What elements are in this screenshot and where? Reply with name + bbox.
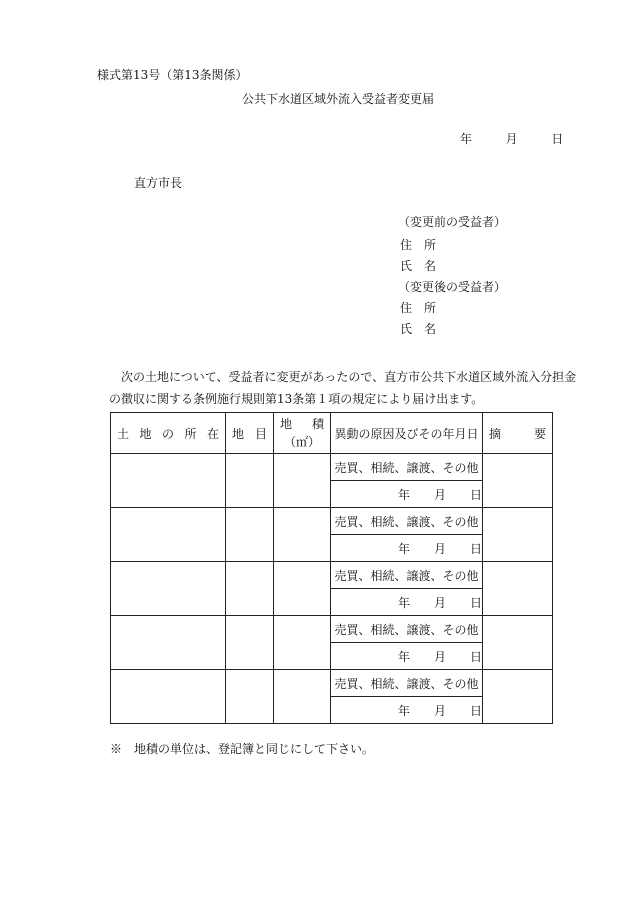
change-date-cell[interactable]: 年 月 日 [331,643,483,670]
date-day-label: 日 [551,132,564,146]
change-date-cell[interactable]: 年 月 日 [331,535,483,562]
location-cell[interactable] [111,454,226,508]
after-address-label: 住 所 [400,301,437,315]
addressee: 直方市長 [134,176,183,190]
footnote: ※ 地積の単位は、登記簿と同じにして下さい。 [110,742,375,756]
location-cell[interactable] [111,508,226,562]
land-category-cell[interactable] [226,616,274,670]
after-beneficiary-heading: （変更後の受益者） [398,280,507,294]
location-cell[interactable] [111,562,226,616]
document-title: 公共下水道区域外流入受益者変更届 [242,92,435,106]
remarks-cell[interactable] [483,616,553,670]
notification-body-text: 次の土地について、受益者に変更があったので、直方市公共下水道区域外流入分担金の徴収に関する条例施行規則第13条第１項の規定により届け出ます。 [109,370,577,406]
land-category-cell[interactable] [226,670,274,724]
cause-cell: 売買、相続、譲渡、その他 [331,454,483,481]
change-date-cell[interactable]: 年 月 日 [331,589,483,616]
area-cell[interactable] [274,454,331,508]
header-land-category: 地 目 [226,413,274,454]
area-cell[interactable] [274,562,331,616]
cause-cell: 売買、相続、譲渡、その他 [331,616,483,643]
header-cause-and-date: 異動の原因及びその年月日 [331,413,483,454]
submission-date [460,130,563,147]
table-row [111,454,553,481]
header-remarks: 摘 要 [483,413,553,454]
header-location: 土 地 の 所 在 [111,413,226,454]
area-cell[interactable] [274,616,331,670]
before-beneficiary-heading: （変更前の受益者） [398,215,507,229]
land-category-cell[interactable] [226,454,274,508]
change-date-cell[interactable]: 年 月 日 [331,481,483,508]
location-cell[interactable] [111,670,226,724]
cause-cell: 売買、相続、譲渡、その他 [331,508,483,535]
table-header-row [111,413,553,454]
before-address-label: 住 所 [400,238,437,252]
land-category-cell[interactable] [226,508,274,562]
area-cell[interactable] [274,670,331,724]
land-category-cell[interactable] [226,562,274,616]
form-number: 様式第13号（第13条関係） [97,68,248,82]
table-row [111,616,553,643]
before-name-label: 氏 名 [400,259,437,273]
cause-cell: 売買、相続、譲渡、その他 [331,562,483,589]
change-date-cell[interactable]: 年 月 日 [331,697,483,724]
location-cell[interactable] [111,616,226,670]
table-row [111,562,553,589]
area-cell[interactable] [274,508,331,562]
date-year-label: 年 [460,132,473,146]
remarks-cell[interactable] [483,508,553,562]
table-row [111,508,553,535]
table-row [111,670,553,697]
cause-cell: 売買、相続、譲渡、その他 [331,670,483,697]
header-area: 地 積 （㎡） [274,413,331,454]
remarks-cell[interactable] [483,454,553,508]
remarks-cell[interactable] [483,670,553,724]
land-table [110,412,553,724]
date-month-label: 月 [505,132,518,146]
after-name-label: 氏 名 [400,322,437,336]
remarks-cell[interactable] [483,562,553,616]
